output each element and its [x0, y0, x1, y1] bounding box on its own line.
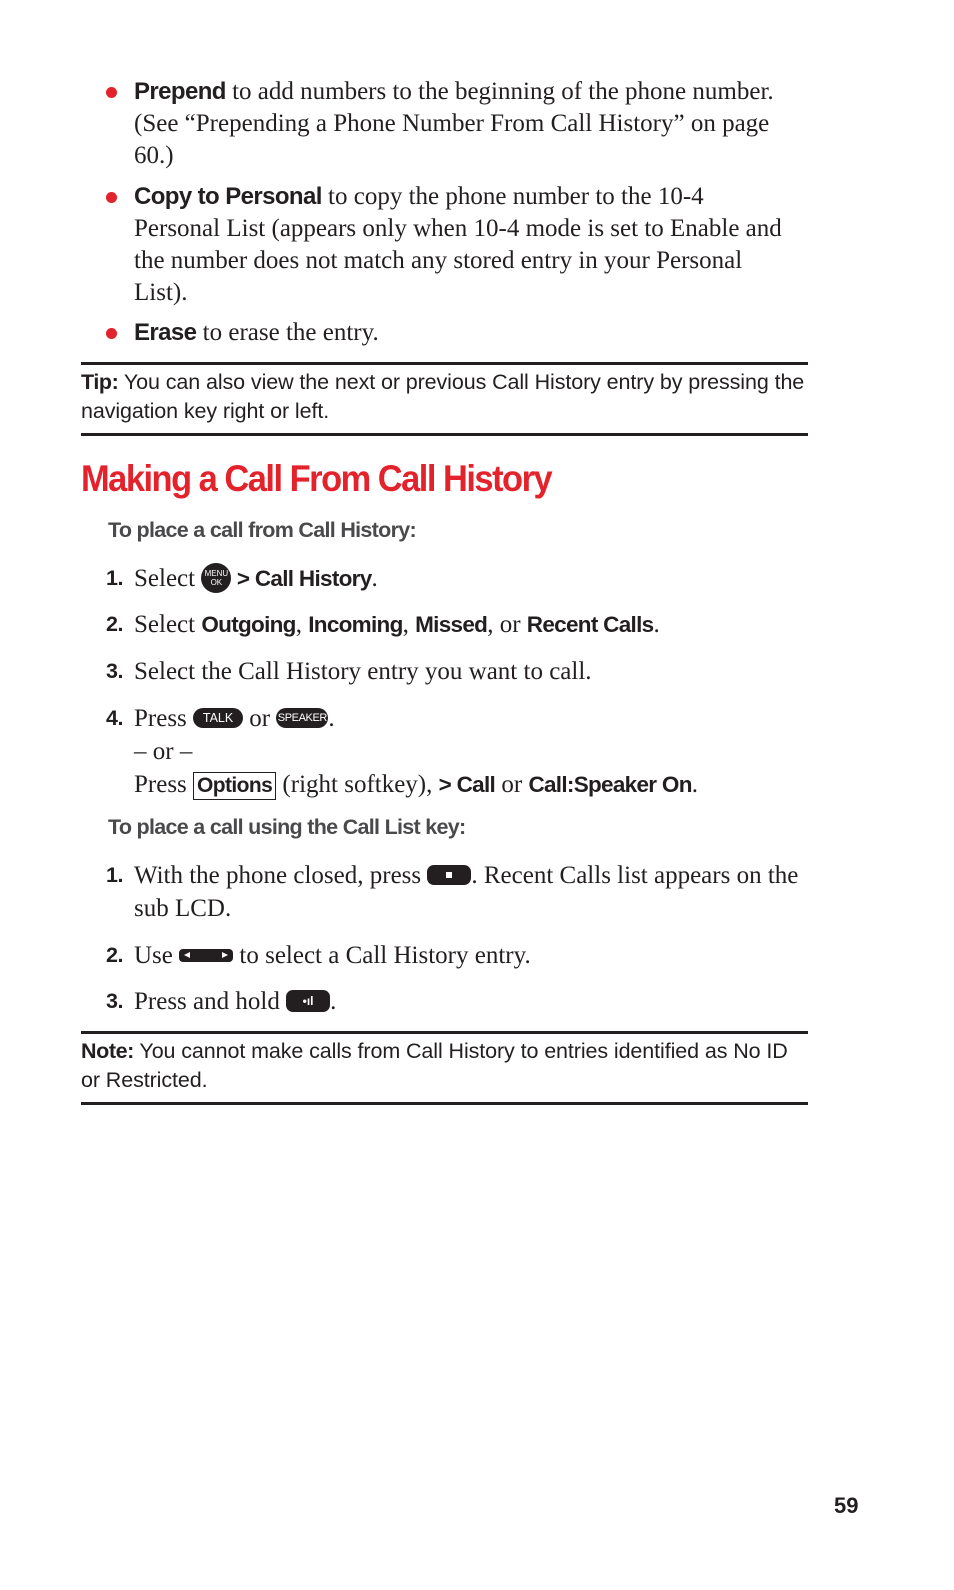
option-missed: Missed	[415, 612, 488, 637]
or-text: or	[495, 771, 529, 798]
bullet-dot-icon	[106, 87, 117, 98]
note-bottom-rule	[81, 1102, 808, 1105]
note-label: Note:	[81, 1039, 134, 1063]
step-text: Press	[134, 705, 194, 732]
tip-box	[81, 368, 808, 426]
tip-top-rule	[81, 362, 808, 365]
note-text: You cannot make calls from Call History to entries identified as No ID or Restricted.	[81, 1039, 788, 1092]
subhead-call-history: To place a call from Call History:	[108, 518, 416, 542]
step-number: 1.	[106, 566, 124, 590]
options-softkey-label: Options	[193, 772, 276, 800]
bullet-lead: Copy to Personal	[134, 183, 322, 210]
option-recent-calls: Recent Calls	[526, 612, 654, 637]
punct: .	[371, 565, 378, 592]
menu-ok-key-icon: MENU OK	[201, 563, 231, 593]
or-text: or	[243, 705, 277, 732]
tip-bottom-rule	[81, 433, 808, 436]
bullet-text: to copy the phone number to the 10-4 Personal List (appears only when 10-4 mode is set to Enable and the number does not match any stored entry in your Personal List).	[134, 183, 782, 306]
step-number: 2.	[106, 612, 124, 636]
step-text: Select	[134, 611, 202, 638]
punct: .	[328, 705, 335, 732]
step-text: Select the Call History entry you want to call.	[134, 658, 592, 685]
step-number: 3.	[106, 659, 124, 683]
call-list-key-icon	[427, 865, 471, 885]
alt-text: – or –	[134, 738, 193, 765]
step-text: With the phone closed, press	[134, 862, 428, 889]
bullet-dot-icon	[106, 328, 117, 339]
side-nav-key-icon	[179, 949, 233, 962]
sep: , or	[487, 611, 527, 638]
sep: ,	[402, 611, 416, 638]
option-outgoing: Outgoing	[201, 612, 296, 637]
bullet-text: to add numbers to the beginning of the phone number. (See “Prepending a Phone Number From Call History” on page 60.)	[134, 78, 774, 169]
option-incoming: Incoming	[308, 612, 403, 637]
bullet-dot-icon	[106, 192, 117, 203]
section-heading: Making a Call From Call History	[81, 458, 552, 499]
step-text: to select a Call History entry.	[233, 942, 531, 969]
step-text: Use	[134, 942, 180, 969]
speaker-key-icon: SPEAKER	[276, 708, 328, 728]
bullet-lead: Erase	[134, 319, 197, 346]
talk-key-icon: TALK	[193, 708, 243, 728]
step-number: 4.	[106, 706, 124, 730]
sep: ,	[295, 611, 309, 638]
menu-path: > Call History	[231, 566, 372, 591]
punct: .	[653, 611, 660, 638]
step-text: Select	[134, 565, 202, 592]
step-text: (right softkey),	[276, 771, 439, 798]
option-call-speaker-on: Call:Speaker On	[528, 772, 692, 797]
note-box	[81, 1037, 808, 1095]
option-call: > Call	[438, 772, 496, 797]
step-text: . Recent Calls list appears on the sub LCD.	[134, 862, 799, 922]
step-number: 1.	[106, 863, 124, 887]
punct: .	[691, 771, 699, 798]
tip-text: You can also view the next or previous Call History entry by pressing the navigation key right or left.	[81, 370, 805, 423]
step-text: Press	[134, 771, 194, 798]
page-number: 59	[834, 1493, 859, 1518]
bullet-lead: Prepend	[134, 78, 226, 105]
step-text: Press and hold	[134, 988, 287, 1015]
subhead-call-list-key: To place a call using the Call List key:	[108, 815, 466, 839]
send-key-icon: •ıl	[286, 990, 330, 1012]
step-number: 2.	[106, 943, 124, 967]
step-number: 3.	[106, 989, 124, 1013]
note-top-rule	[81, 1031, 808, 1034]
bullet-text: to erase the entry.	[196, 319, 379, 346]
tip-label: Tip:	[81, 370, 119, 394]
punct: .	[330, 988, 337, 1015]
